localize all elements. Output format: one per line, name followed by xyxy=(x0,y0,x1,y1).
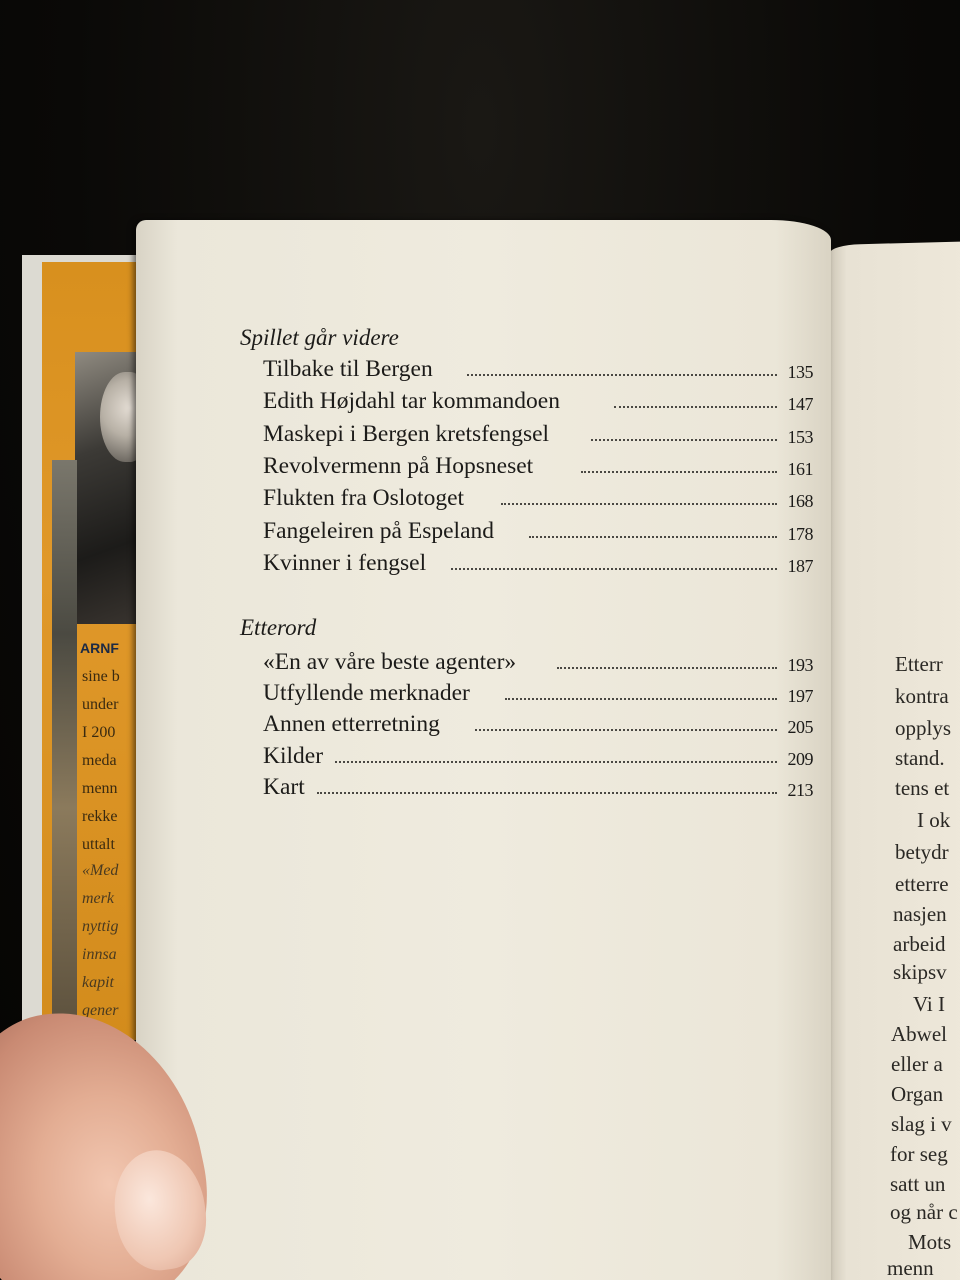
toc-entry-title: Annen etterretning xyxy=(263,711,440,738)
dot-leader xyxy=(557,664,777,669)
page-text-fragment: Etterr xyxy=(895,652,943,676)
section-title: Etterord xyxy=(240,615,317,640)
page-text-fragment: satt un xyxy=(890,1172,946,1196)
toc-entry xyxy=(263,485,813,515)
toc-entry-title: Kvinner i fengsel xyxy=(263,549,427,576)
page-text-fragment: Organ xyxy=(891,1082,944,1106)
toc-entry-page-number: 147 xyxy=(787,394,813,415)
page-text-fragment: menn xyxy=(887,1256,934,1280)
dot-leader xyxy=(467,371,777,376)
toc-entry xyxy=(263,774,813,804)
toc-entry-title: Fangeleiren på Espeland xyxy=(263,517,494,544)
cover-text-fragment: kapit xyxy=(82,974,114,991)
page-text-fragment: skipsv xyxy=(893,960,947,984)
toc-entry-title: Flukten fra Oslotoget xyxy=(263,485,465,512)
dot-leader xyxy=(475,726,777,731)
page-text-fragment: Abwel xyxy=(891,1022,947,1046)
toc-entry xyxy=(263,356,813,386)
cover-text-fragment: I 200 xyxy=(82,724,116,741)
dot-leader xyxy=(505,695,777,700)
toc-entry-page-number: 193 xyxy=(787,655,813,675)
cover-text-fragment: ARNF xyxy=(80,640,119,656)
page-text-fragment: kontra xyxy=(895,684,949,708)
dot-leader xyxy=(614,403,777,408)
toc-entry xyxy=(263,518,813,548)
page-text-fragment: etterre xyxy=(895,872,949,896)
toc-entry xyxy=(263,388,813,418)
cover-text-fragment: innsa xyxy=(82,946,117,963)
toc-entry-title: Tilbake til Bergen xyxy=(263,356,433,382)
toc-entry-page-number: 187 xyxy=(787,555,813,576)
toc-entry-page-number: 161 xyxy=(787,458,813,479)
page-text-fragment: og når c xyxy=(890,1200,958,1224)
dot-leader xyxy=(451,565,777,570)
toc-entry-page-number: 197 xyxy=(787,686,813,707)
toc-entry-title: «En av våre beste agenter» xyxy=(263,649,517,675)
page-text-fragment: eller a xyxy=(891,1052,943,1076)
toc-entry-page-number: 153 xyxy=(787,426,813,447)
toc-entry xyxy=(263,711,813,741)
cover-text-fragment: meda xyxy=(82,752,117,769)
landscape-photo xyxy=(52,460,77,1040)
page-text-fragment: I ok xyxy=(917,808,951,832)
toc-entry-title: Maskepi i Bergen kretsfengsel xyxy=(263,420,550,447)
toc-entry-title: Utfyllende merknader xyxy=(263,680,470,707)
page-text-fragment: opplys xyxy=(895,716,952,740)
toc-entry xyxy=(263,649,813,679)
dot-leader xyxy=(529,533,777,538)
page-text-fragment: Vi I xyxy=(913,992,945,1016)
toc-entry xyxy=(263,550,813,580)
section-title: Spillet går videre xyxy=(240,325,399,350)
dot-leader xyxy=(317,789,777,794)
cover-text-fragment: sine b xyxy=(82,668,120,685)
cover-text-fragment: gener xyxy=(82,1002,119,1019)
cover-text-fragment: uttalt xyxy=(82,836,115,853)
toc-entry-title: Revolvermenn på Hopsneset xyxy=(263,452,534,479)
page-text-fragment: slag i v xyxy=(891,1112,952,1136)
toc-entry-title: Edith Højdahl tar kommandoen xyxy=(263,388,560,415)
toc-entry-page-number: 135 xyxy=(787,362,813,382)
toc-entry-page-number: 205 xyxy=(787,717,813,738)
page-text-fragment: nasjen xyxy=(893,902,947,926)
toc-entry-page-number: 213 xyxy=(787,779,813,800)
cover-text-fragment: rekke xyxy=(82,808,118,825)
dot-leader xyxy=(591,436,777,441)
page-text-fragment: tens et xyxy=(895,776,950,800)
toc-entry-title: Kart xyxy=(263,773,305,800)
cover-text-fragment: menn xyxy=(82,780,118,797)
toc-entry xyxy=(263,680,813,710)
toc-entry-page-number: 168 xyxy=(787,491,813,512)
page-text-fragment: for seg xyxy=(890,1142,948,1166)
dot-leader xyxy=(581,468,777,473)
toc-entry xyxy=(263,743,813,773)
cover-text-fragment: merk xyxy=(82,890,114,907)
dot-leader xyxy=(335,758,777,763)
page-text-fragment: betydr xyxy=(895,840,949,864)
toc-entry xyxy=(263,421,813,451)
cover-text-fragment: under xyxy=(82,696,119,713)
dot-leader xyxy=(501,500,777,505)
cover-text-fragment: nyttig xyxy=(82,918,119,935)
page-text-fragment: Mots xyxy=(908,1230,952,1254)
page-text-fragment: stand. xyxy=(895,746,945,770)
toc-entry-page-number: 178 xyxy=(787,523,813,544)
toc-entry xyxy=(263,453,813,483)
toc-entry-title: Kilder xyxy=(263,742,324,769)
cover-text-fragment: «Med xyxy=(82,862,119,879)
toc-entry-page-number: 209 xyxy=(787,748,813,769)
page-text-fragment: arbeid xyxy=(893,932,946,956)
